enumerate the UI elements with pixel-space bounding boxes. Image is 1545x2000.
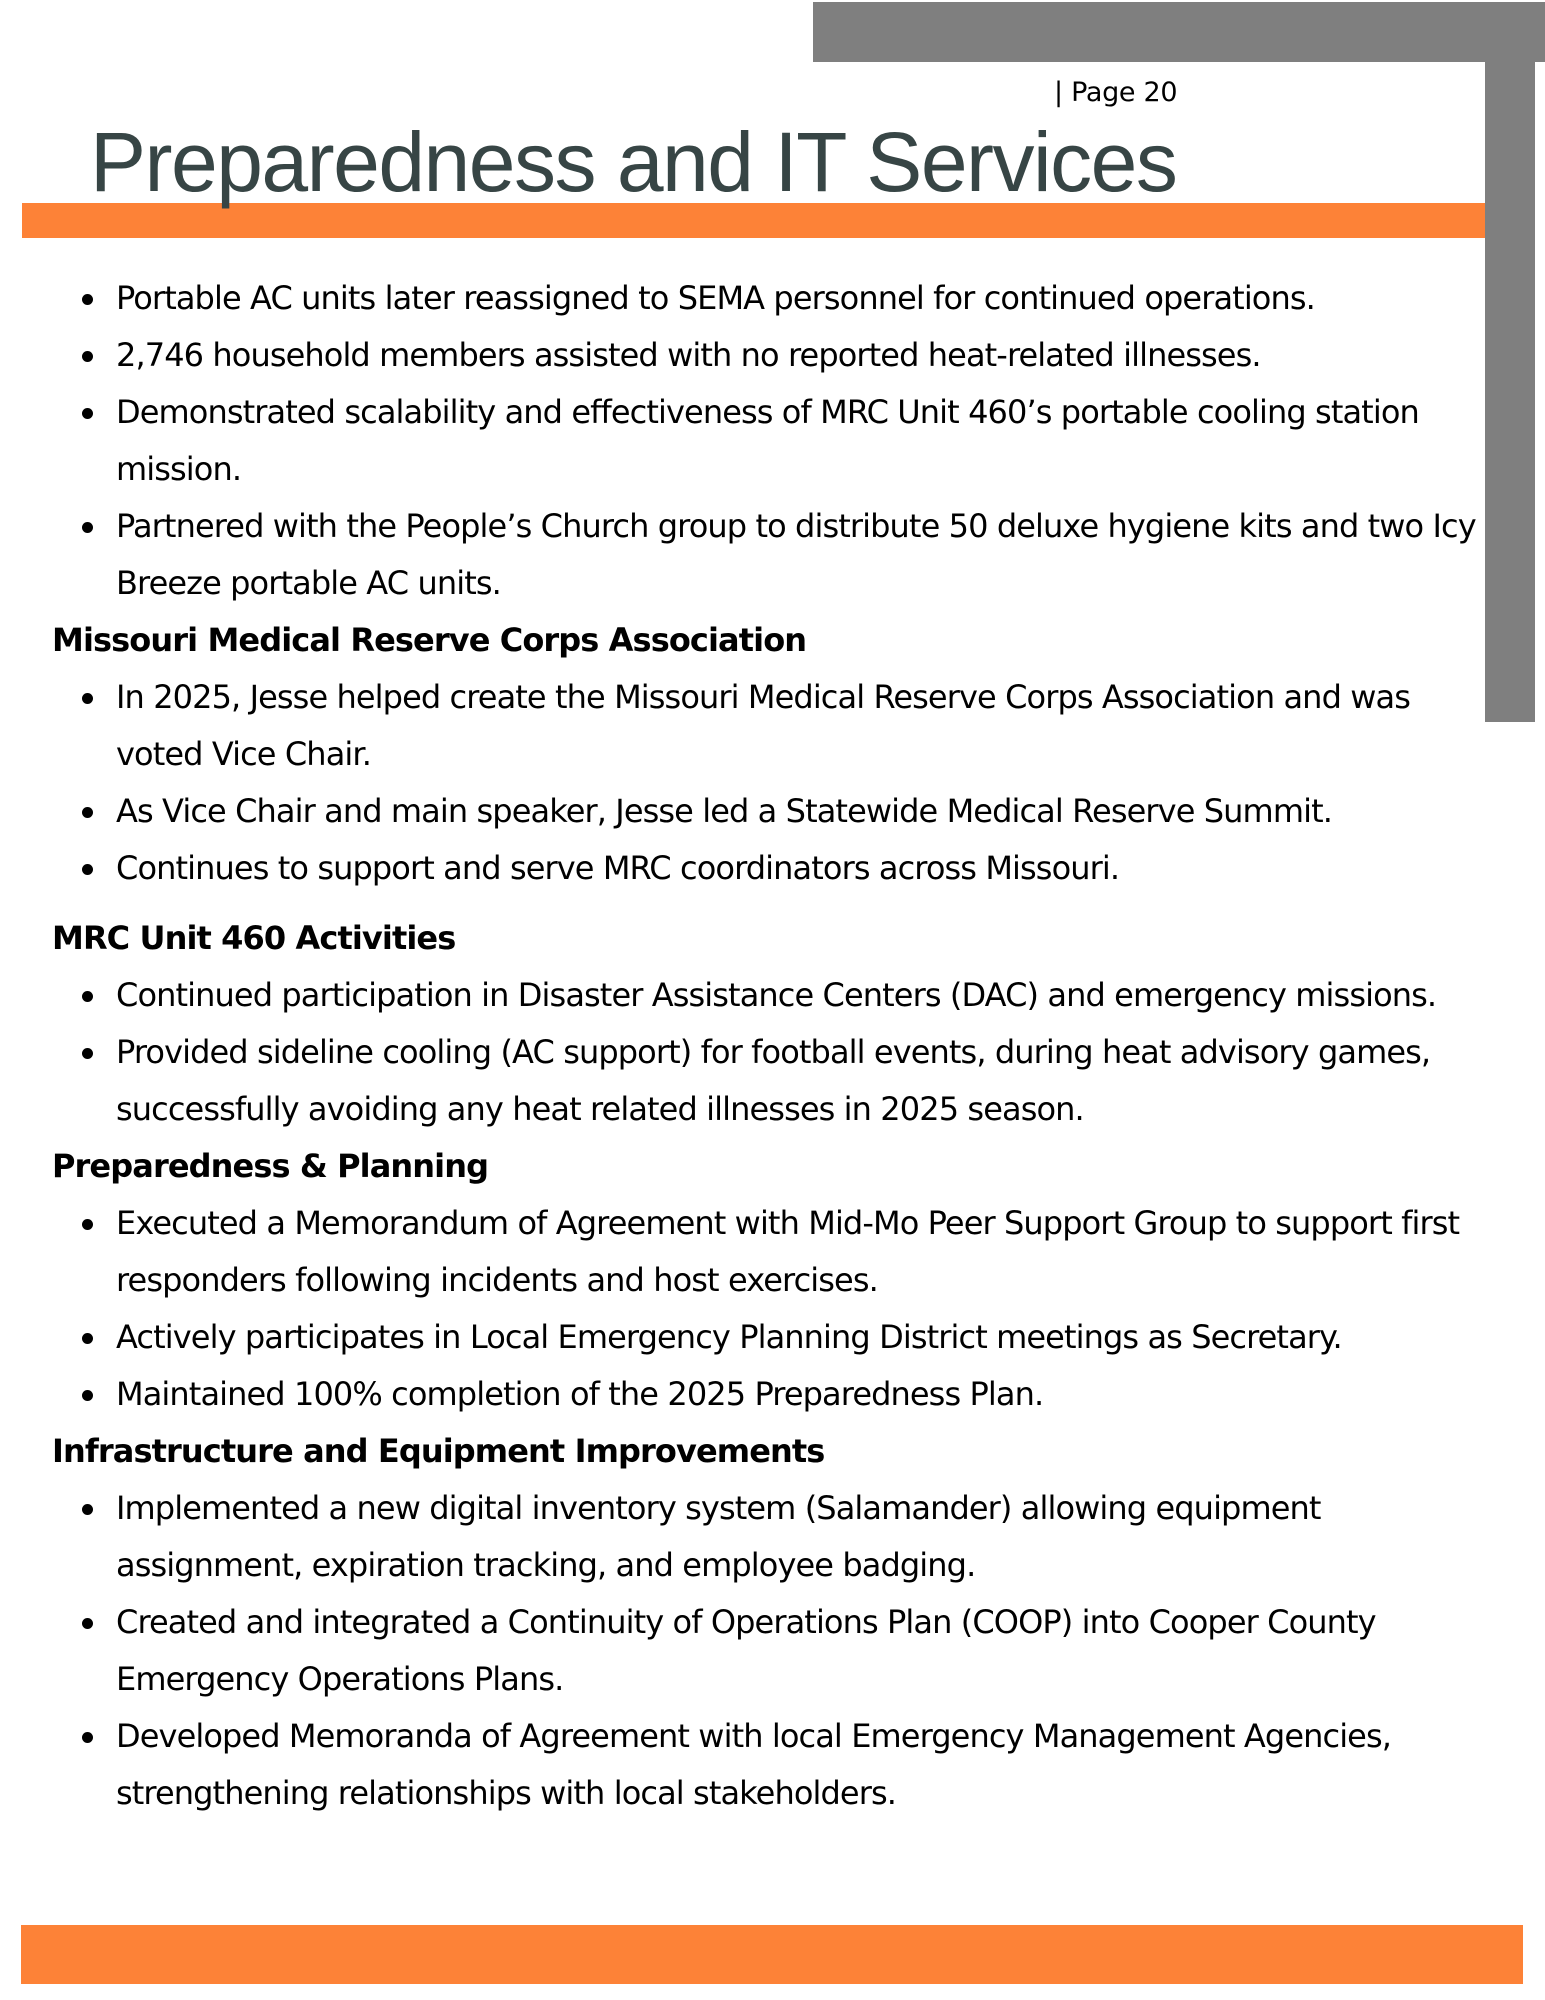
section-heading-infrastructure-equipment: Infrastructure and Equipment Improvements — [52, 1432, 825, 1470]
list-item — [52, 1594, 1492, 1708]
bullet-text: Implemented a new digital inventory system (Salamander) allowing equipment assignment, expiration tracking, and employee badging. — [116, 1489, 1321, 1584]
bullet-text: Executed a Memorandum of Agreement with Mid-Mo Peer Support Group to support first responders following incidents and host exercises. — [116, 1204, 1460, 1299]
bullet-icon — [82, 693, 93, 704]
bullet-text: Actively participates in Local Emergency Planning District meetings as Secretary. — [116, 1318, 1342, 1356]
bullet-text: Continued participation in Disaster Assistance Centers (DAC) and emergency missions. — [116, 976, 1437, 1014]
bullet-icon — [82, 294, 93, 305]
list-item — [52, 327, 1492, 384]
bullet-icon — [82, 1504, 93, 1515]
bullet-icon — [82, 1048, 93, 1059]
bullet-text: Created and integrated a Continuity of Operations Plan (COOP) into Cooper County Emergency Operations Plans. — [116, 1603, 1376, 1698]
bullet-icon — [82, 408, 93, 419]
list-item — [52, 967, 1492, 1024]
bullet-icon — [82, 1618, 93, 1629]
bullet-icon — [82, 991, 93, 1002]
bullet-text: Portable AC units later reassigned to SEMA personnel for continued operations. — [116, 279, 1315, 317]
bullet-icon — [82, 522, 93, 533]
list-item — [52, 384, 1492, 498]
infrastructure-bullet-list — [52, 1480, 1492, 1822]
section-heading-mrc-association: Missouri Medical Reserve Corps Association — [52, 621, 807, 659]
bullet-icon — [82, 351, 93, 362]
intro-bullet-list — [52, 270, 1492, 612]
bullet-text: Demonstrated scalability and effectiveness of MRC Unit 460’s portable cooling station mission. — [116, 393, 1419, 488]
list-item — [52, 1708, 1492, 1822]
bullet-text: Developed Memoranda of Agreement with local Emergency Management Agencies, strengthening relationships with local stakeholders. — [116, 1717, 1392, 1812]
footer-orange-bar — [21, 1925, 1523, 1984]
list-item — [52, 1195, 1492, 1309]
preparedness-planning-bullet-list — [52, 1195, 1492, 1423]
bullet-text: Provided sideline cooling (AC support) for football events, during heat advisory games, successfully avoiding any heat related illnesses in 2025 season. — [116, 1033, 1431, 1128]
mrc-unit-bullet-list — [52, 967, 1492, 1138]
right-vertical-gray-bar — [1485, 2, 1535, 722]
bullet-text: 2,746 household members assisted with no reported heat-related illnesses. — [116, 336, 1261, 374]
list-item — [52, 669, 1492, 783]
list-item — [52, 840, 1492, 897]
list-item — [52, 270, 1492, 327]
section-heading-mrc-unit-activities: MRC Unit 460 Activities — [52, 919, 456, 957]
bullet-icon — [82, 1219, 93, 1230]
bullet-icon — [82, 807, 93, 818]
list-item — [52, 1366, 1492, 1423]
bullet-icon — [82, 1390, 93, 1401]
bullet-text: Continues to support and serve MRC coordinators across Missouri. — [116, 849, 1120, 887]
bullet-icon — [82, 1333, 93, 1344]
list-item — [52, 1309, 1492, 1366]
page-number: | Page 20 — [1054, 77, 1178, 108]
section-heading-preparedness-planning: Preparedness & Planning — [52, 1147, 489, 1185]
bullet-text: Partnered with the People’s Church group to distribute 50 deluxe hygiene kits and two Icy Breeze portable AC units. — [116, 507, 1476, 602]
page-title: Preparedness and IT Services — [90, 115, 1177, 209]
list-item — [52, 498, 1492, 612]
bullet-text: In 2025, Jesse helped create the Missouri Medical Reserve Corps Association and was voted Vice Chair. — [116, 678, 1411, 773]
list-item — [52, 783, 1492, 840]
top-gray-bar — [813, 2, 1545, 62]
bullet-icon — [82, 1732, 93, 1743]
list-item — [52, 1480, 1492, 1594]
bullet-text: As Vice Chair and main speaker, Jesse led a Statewide Medical Reserve Summit. — [116, 792, 1332, 830]
bullet-icon — [82, 864, 93, 875]
list-item — [52, 1024, 1492, 1138]
page-content — [52, 270, 1492, 1822]
mrc-association-bullet-list — [52, 669, 1492, 897]
bullet-text: Maintained 100% completion of the 2025 Preparedness Plan. — [116, 1375, 1044, 1413]
